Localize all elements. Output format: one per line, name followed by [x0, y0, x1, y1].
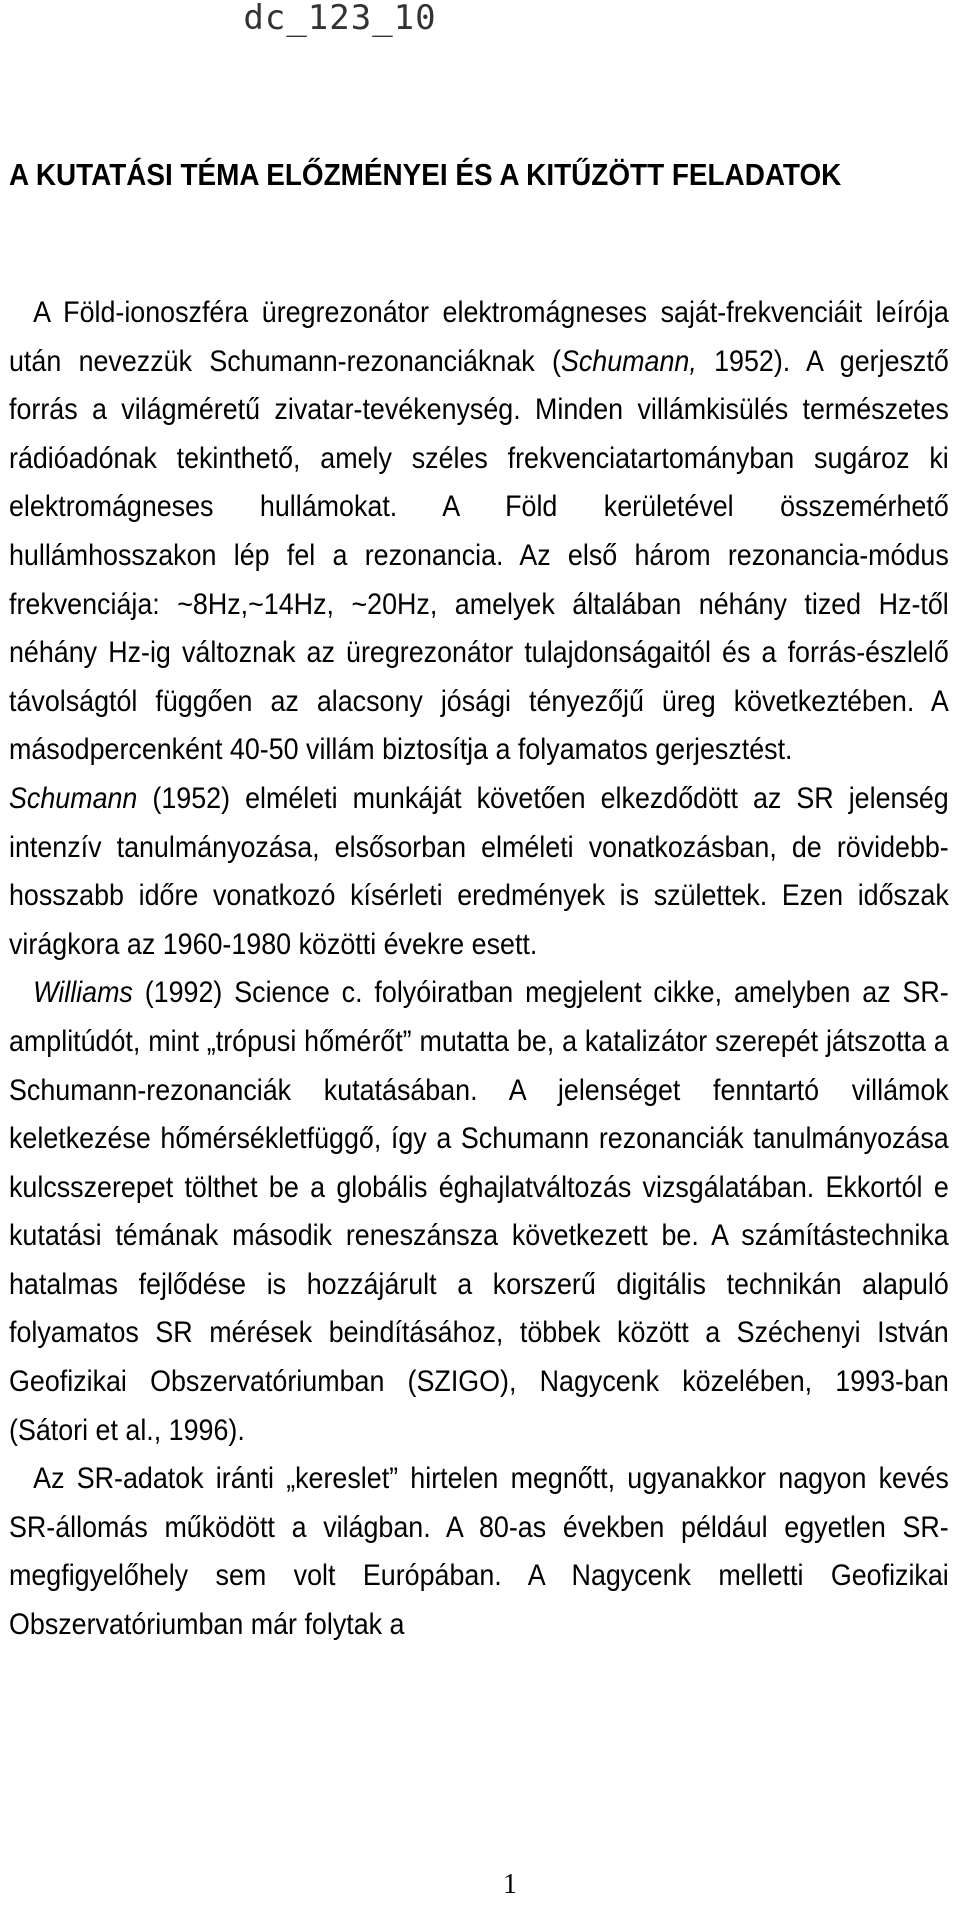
paragraph-3-rest: (1992) Science c. folyóiratban megjelent cikke, amelyben az SR-amplitúdót, mint „trópusi hőmérőt” mutatta be, a katalizátor szerepét játszotta a Schumann-rezonanciák kutatásában. A jelenséget fenntartó villámok keletkezése hőmérsékletfüggő, így a Schumann rezonanciák tanulmányozása kulcsszerepet tölthet be a globális éghajlatváltozás vizsgálatában. Ekkortól e kutatási témának második reneszánsza következett be. A számítástechnika hatalmas fejlődése is hozzájárult a korszerű digitális technikán alapuló folyamatos SR mérések beindításához, többek között a Széchenyi István Geofizikai Obszervatóriumban (SZIGO), Nagycenk közelében, 1993-ban (Sátori et al., 1996).	[9, 976, 949, 1447]
section-title: A KUTATÁSI TÉMA ELŐZMÉNYEI ÉS A KITŰZÖTT FELADATOK	[9, 157, 842, 192]
body-text	[9, 289, 949, 1650]
paragraph-1-rest: 1952). A gerjesztő forrás a világméretű zivatar-tevékenység. Minden villámkisülés természetes rádióadónak tekinthető, amely széles frekvenciatartományban sugároz ki elektromágneses hullámokat. A Föld kerületével összemérhető hullámhosszakon lép fel a rezonancia. Az első három rezonancia-módus frekvenciája: ~8Hz,~14Hz, ~20Hz, amelyek általában néhány tized Hz-től néhány Hz-ig változnak az üregrezonátor tulajdonságaitól és a forrás-észlelő távolságtól függően az alacsony jósági tényezőjű üreg következtében. A másodpercenként 40-50 villám biztosítja a folyamatos gerjesztést.	[9, 344, 949, 767]
paragraph-2	[9, 775, 949, 969]
document-code-header: dc_123_10	[243, 0, 437, 38]
paragraph-1	[9, 289, 949, 775]
paragraph-1-lead: A Föld-ionoszféra üregrezonátor elektromágneses saját-frekvenciáit leírója után nevezzük Schumann-rezonanciáknak (	[9, 296, 949, 378]
page-number: 1	[503, 1869, 517, 1900]
paragraph-2-rest: (1952) elméleti munkáját követően elkezdődött az SR jelenség intenzív tanulmányozása, elsősorban elméleti vonatkozásban, de rövidebb-hosszabb időre vonatkozó kísérleti eredmények is születtek. Ezen időszak virágkora az 1960-1980 közötti évekre esett.	[9, 781, 949, 961]
paragraph-4: Az SR-adatok iránti „kereslet” hirtelen megnőtt, ugyanakkor nagyon kevés SR-állomás működött a világban. A 80-as években például egyetlen SR-megfigyelőhely sem volt Európában. A Nagycenk melletti Geofizikai Obszervatóriumban már folytak a	[9, 1462, 949, 1642]
author-citation-williams: Williams	[33, 976, 133, 1010]
author-citation-schumann: Schumann,	[560, 344, 697, 378]
paragraph-3	[9, 969, 949, 1455]
author-citation-schumann-2: Schumann	[9, 781, 138, 815]
